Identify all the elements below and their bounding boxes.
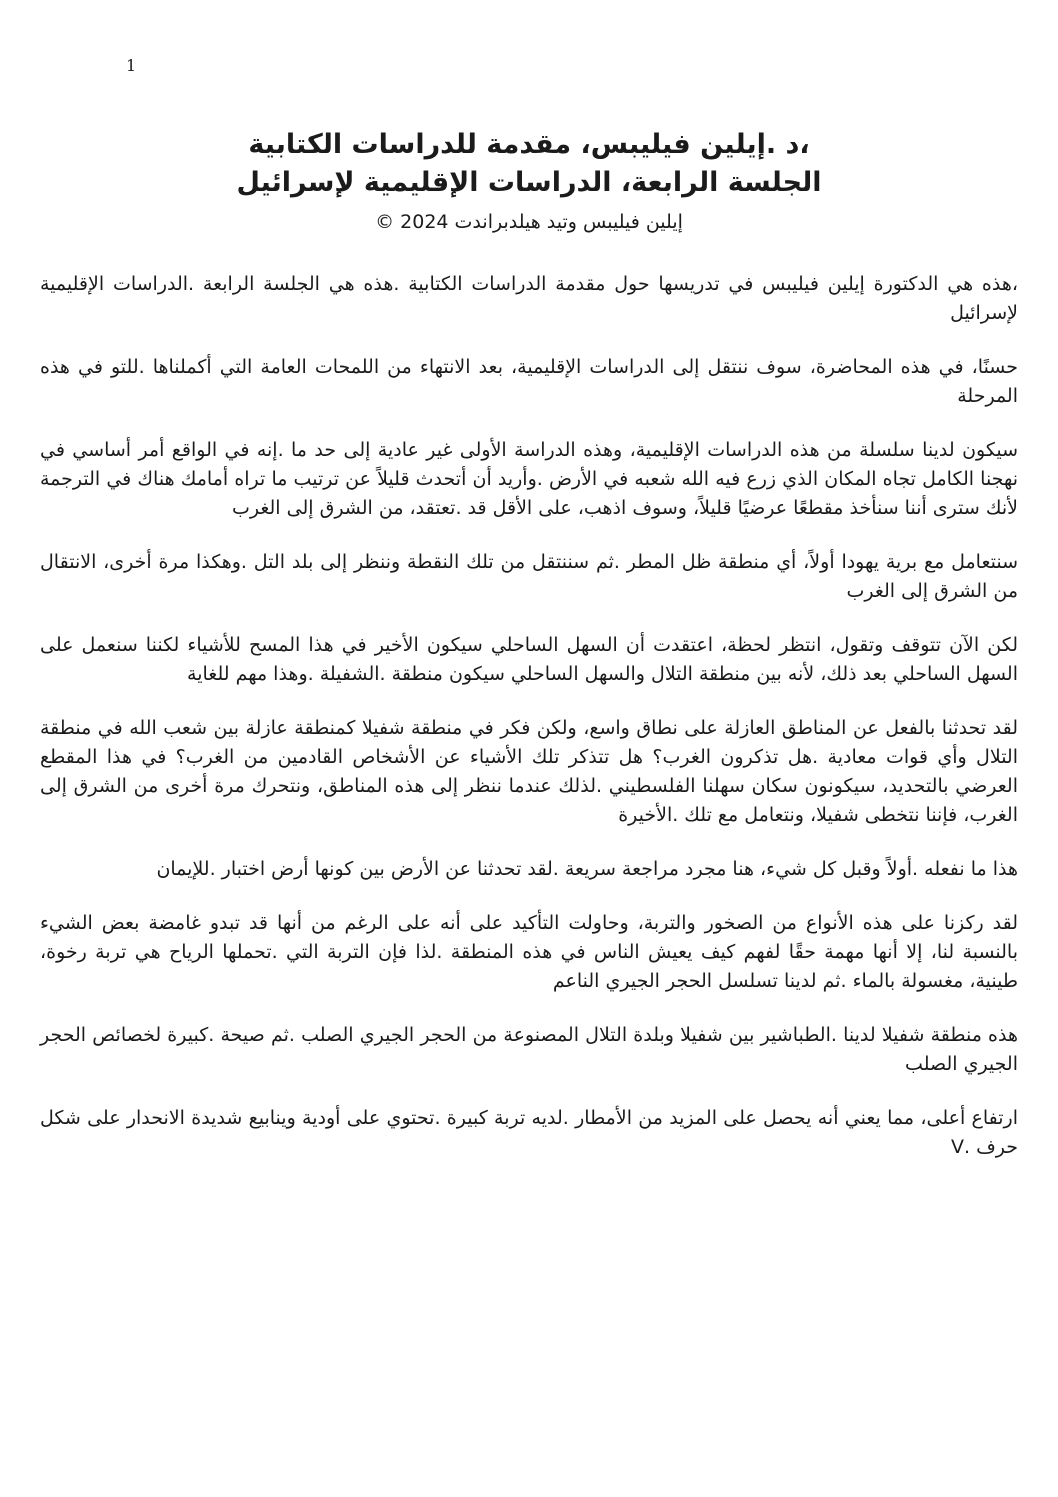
paragraph: ارتفاع أعلى، مما يعني أنه يحصل على المزيد من الأمطار .لديه تربة كبيرة .تحتوي على أودية وينابيع شديدة الانحدار على شكل حرف .V <box>40 1107 1018 1158</box>
title-block <box>40 126 1018 236</box>
page-number: 1 <box>126 56 137 75</box>
paragraph: لقد ركزنا على هذه الأنواع من الصخور والتربة، وحاولت التأكيد على أنه على الرغم من أنها قد تبدو غامضة بعض الشيء بالنسبة لنا، إلا أنها مهمة حقًا لفهم كيف يعيش الناس في هذه المنطقة .لذا فإن التربة التي .تحملها الرياح هي تربة رخوة، طينية، مغسولة بالماء .ثم لدينا تسلسل الحجر الجيري الناعم <box>40 912 1018 992</box>
document-title-line-1: ،د .إيلين فيليبس، مقدمة للدراسات الكتابية <box>248 129 810 160</box>
paragraph: لكن الآن تتوقف وتقول، انتظر لحظة، اعتقدت أن السهل الساحلي سيكون الأخير في هذا المسح للأشياء لكننا سنعمل على السهل الساحلي بعد ذلك، لأنه بين منطقة التلال والسهل الساحلي سيكون منطقة .الشفيلة .وهذا مهم للغاية <box>40 634 1018 685</box>
paragraph: سيكون لدينا سلسلة من هذه الدراسات الإقليمية، وهذه الدراسة الأولى غير عادية إلى حد ما .إنه في الواقع أمر أساسي في نهجنا الكامل تجاه المكان الذي زرع فيه الله شعبه في الأرض .وأريد أن أتحدث قليلاً عن ترتيب ما تراه أمامك هناك في الترجمة لأنك سترى أننا سنأخذ مقطعًا عرضيًا قليلاً، وسوف اذهب، على الأقل قد .تعتقد، من الشرق إلى الغرب <box>40 439 1018 519</box>
paragraph: هذه منطقة شفيلا لدينا .الطباشير بين شفيلا وبلدة التلال المصنوعة من الحجر الجيري الصلب .ثم صيحة .كبيرة لخصائص الحجر الجيري الصلب <box>40 1024 1018 1075</box>
paragraph: لقد تحدثنا بالفعل عن المناطق العازلة على نطاق واسع، ولكن فكر في منطقة شفيلا كمنطقة عازلة بين شعب الله في منطقة التلال وأي قوات معادية .هل تذكرون الغرب؟ هل تتذكر تلك الأشياء عن الأشخاص القادمين من الغرب؟ في هذا المقطع العرضي بالتحديد، سيكونون سكان سهلنا الفلسطيني .لذلك عندما ننظر إلى هذه المناطق، ونتحرك مرة أخرى من الشرق إلى الغرب، فإننا نتخطى شفيلا، ونتعامل مع تلك .الأخيرة <box>40 717 1018 826</box>
document-title-line-2: الجلسة الرابعة، الدراسات الإقليمية لإسرائيل <box>236 167 822 198</box>
paragraph: ،هذه هي الدكتورة إيلين فيليبس في تدريسها حول مقدمة الدراسات الكتابية .هذه هي الجلسة الرابعة .الدراسات الإقليمية لإسرائيل <box>40 273 1018 324</box>
paragraph: هذا ما نفعله .أولاً وقبل كل شيء، هنا مجرد مراجعة سريعة .لقد تحدثنا عن الأرض بين كونها أرض اختبار .للإيمان <box>156 858 1018 880</box>
paragraph-list <box>40 270 1018 1162</box>
paragraph: حسنًا، في هذه المحاضرة، سوف ننتقل إلى الدراسات الإقليمية، بعد الانتهاء من اللمحات العامة التي أكملناها .للتو في هذه المرحلة <box>40 356 1018 407</box>
paragraph: سنتعامل مع برية يهودا أولاً، أي منطقة ظل المطر .ثم سننتقل من تلك النقطة وننظر إلى بلد التل .وهكذا مرة أخرى، الانتقال من الشرق إلى الغرب <box>40 551 1018 602</box>
copyright-byline: إيلين فيليبس وتيد هيلدبراندت 2024 © <box>375 211 683 233</box>
